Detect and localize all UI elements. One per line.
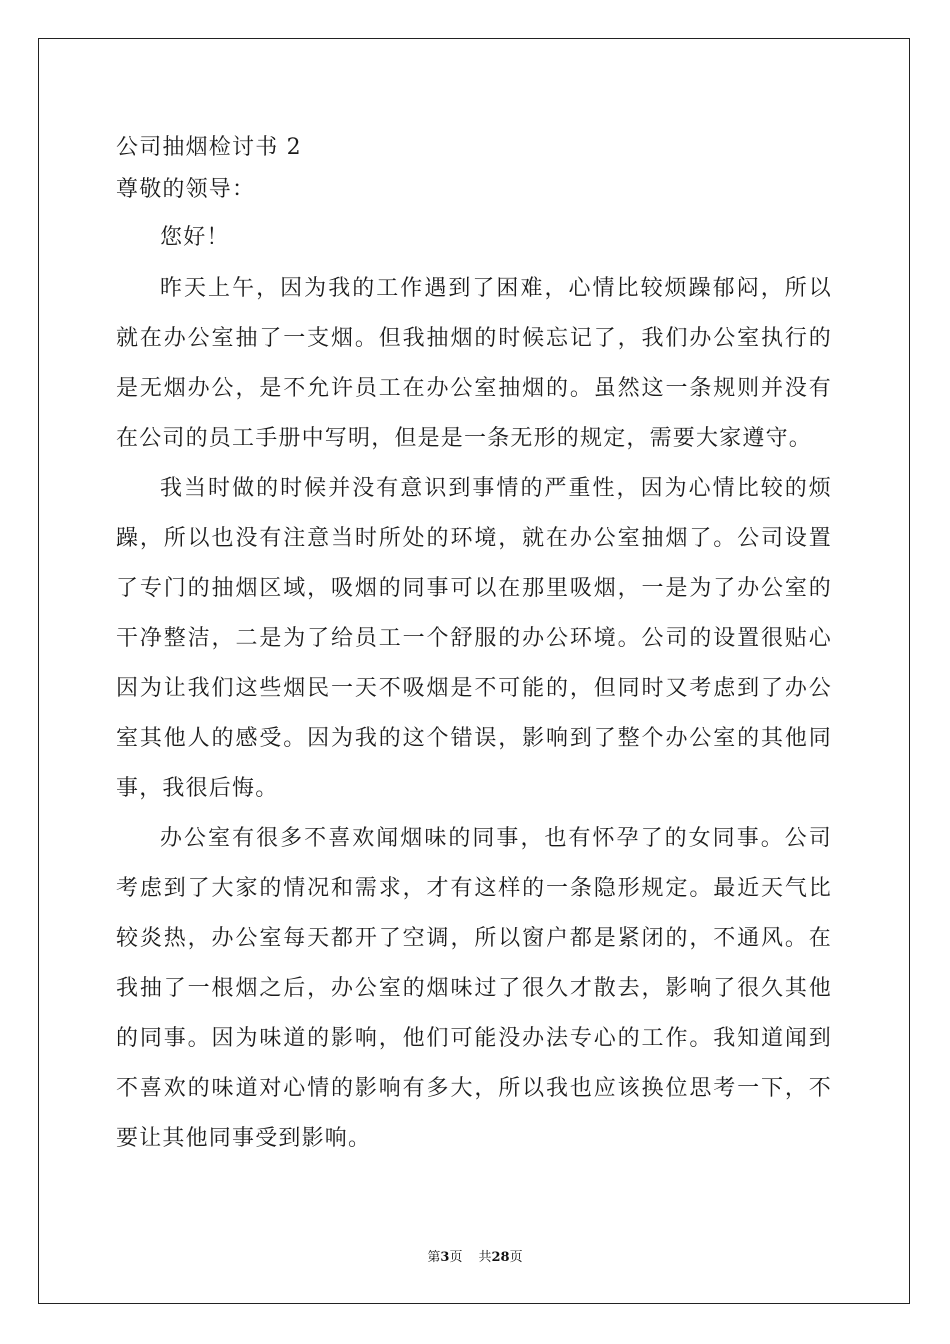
total-suffix: 页 <box>509 1250 523 1265</box>
paragraph-1: 昨天上午，因为我的工作遇到了困难，心情比较烦躁郁闷，所以就在办公室抽了一支烟。但我抽烟的时候忘记了，我们办公室执行的是无烟办公，是不允许员工在办公室抽烟的。虽然这一条规则并没有在公司的员工手册中写明，但是是一条无形的规定，需要大家遵守。 <box>116 276 832 451</box>
paragraph-greeting: 您好！ <box>160 225 230 250</box>
document-title: 公司抽烟检讨书 2 <box>116 135 302 160</box>
page-total: 28 <box>491 1250 510 1265</box>
total-prefix: 共 <box>478 1250 492 1265</box>
page-suffix: 页 <box>449 1250 463 1265</box>
salutation: 尊敬的领导： <box>116 177 256 202</box>
paragraph-2: 我当时做的时候并没有意识到事情的严重性，因为心情比较的烦躁，所以也没有注意当时所处的环境，就在办公室抽烟了。公司设置了专门的抽烟区域，吸烟的同事可以在那里吸烟，一是为了办公室的干净整洁，二是为了给员工一个舒服的办公环境。公司的设置很贴心因为让我们这些烟民一天不吸烟是不可能的，但同时又考虑到了办公室其他人的感受。因为我的这个错误，影响到了整个办公室的其他同事，我很后悔。 <box>116 476 832 801</box>
page-current: 3 <box>440 1250 450 1265</box>
paragraph-3: 办公室有很多不喜欢闻烟味的同事，也有怀孕了的女同事。公司考虑到了大家的情况和需求，才有这样的一条隐形规定。最近天气比较炎热，办公室每天都开了空调，所以窗户都是紧闭的，不通风。在我抽了一根烟之后，办公室的烟味过了很久才散去，影响了很久其他的同事。因为味道的影响，他们可能没办法专心的工作。我知道闻到不喜欢的味道对心情的影响有多大，所以我也应该换位思考一下，不要让其他同事受到影响。 <box>116 826 832 1151</box>
page-footer <box>0 1246 950 1265</box>
document-body <box>116 128 832 1164</box>
page-prefix: 第 <box>427 1250 441 1265</box>
